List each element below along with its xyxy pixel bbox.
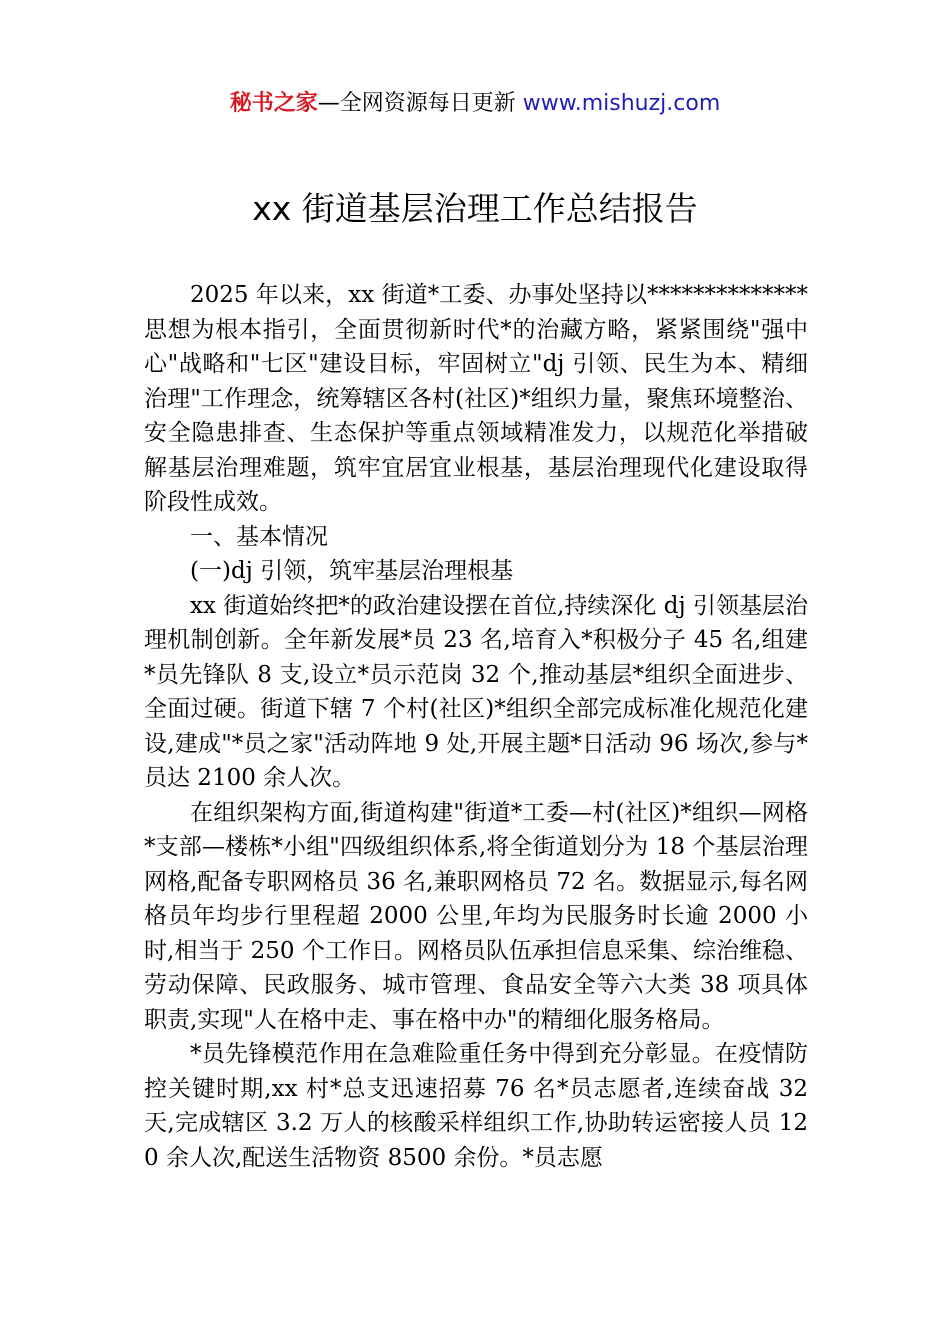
subsection-heading: (一)dj 引领，筑牢基层治理根基 (190, 558, 514, 584)
header-tagline: —全网资源每日更新 (317, 91, 523, 116)
section-heading: 一、基本情况 (190, 523, 328, 550)
brand-name: 秘书之家 (229, 91, 318, 116)
intro-paragraph: 2025 年以来，xx 街道*工委、办事处坚持以**************思想为根本指引，全面贯彻新时代*的治藏方略，紧紧围绕"强中心"战略和"七区"建设目标，牢固树立"dj 引领、民生为本、精细治理"工作理念，统筹辖区各村(社区)*组织力量，聚焦环境整治、安全隐患排查、生态保护等重点领域精准发力，以规范化举措破解基层治理难题，筑牢宜居宜业根基，基层治理现代化建设取得阶段性成效。 (144, 282, 808, 515)
site-url-link[interactable]: www.mishuzj.com (522, 91, 721, 116)
body-paragraph: 在组织架构方面,街道构建"街道*工委—村(社区)*组织—网格*支部—楼栋*小组"四级组织体系,将全街道划分为 18 个基层治理网格,配备专职网格员 36 名,兼职网格员 72 名。数据显示,每名网格员年均步行里程超 2000 公里,年均为民服务时长逾 2000 小时,相当于 250 个工作日。网格员队伍承担信息采集、综治维稳、劳动保障、民政服务、城市管理、食品安全等六大类 38 项具体职责,实现"人在格中走、事在格中办"的精细化服务格局。 (144, 799, 808, 1033)
document-body (144, 278, 808, 1175)
body-paragraph: *员先锋模范作用在急难险重任务中得到充分彰显。在疫情防控关键时期,xx 村*总支迅速招募 76 名*员志愿者,连续奋战 32 天,完成辖区 3.2 万人的核酸采样组织工作,协助转运密接人员 120 余人次,配送生活物资 8500 余份。*员志愿 (144, 1041, 808, 1171)
document-title: xx 街道基层治理工作总结报告 (252, 189, 698, 228)
header-banner (0, 88, 950, 120)
body-paragraph: xx 街道始终把*的政治建设摆在首位,持续深化 dj 引领基层治理机制创新。全年新发展*员 23 名,培育入*积极分子 45 名,组建*员先锋队 8 支,设立*员示范岗 32 个,推动基层*组织全面进步、全面过硬。街道下辖 7 个村(社区)*组织全部完成标准化规范化建设,建成"*员之家"活动阵地 9 处,开展主题*日活动 96 场次,参与*员达 2100 余人次。 (144, 592, 808, 791)
